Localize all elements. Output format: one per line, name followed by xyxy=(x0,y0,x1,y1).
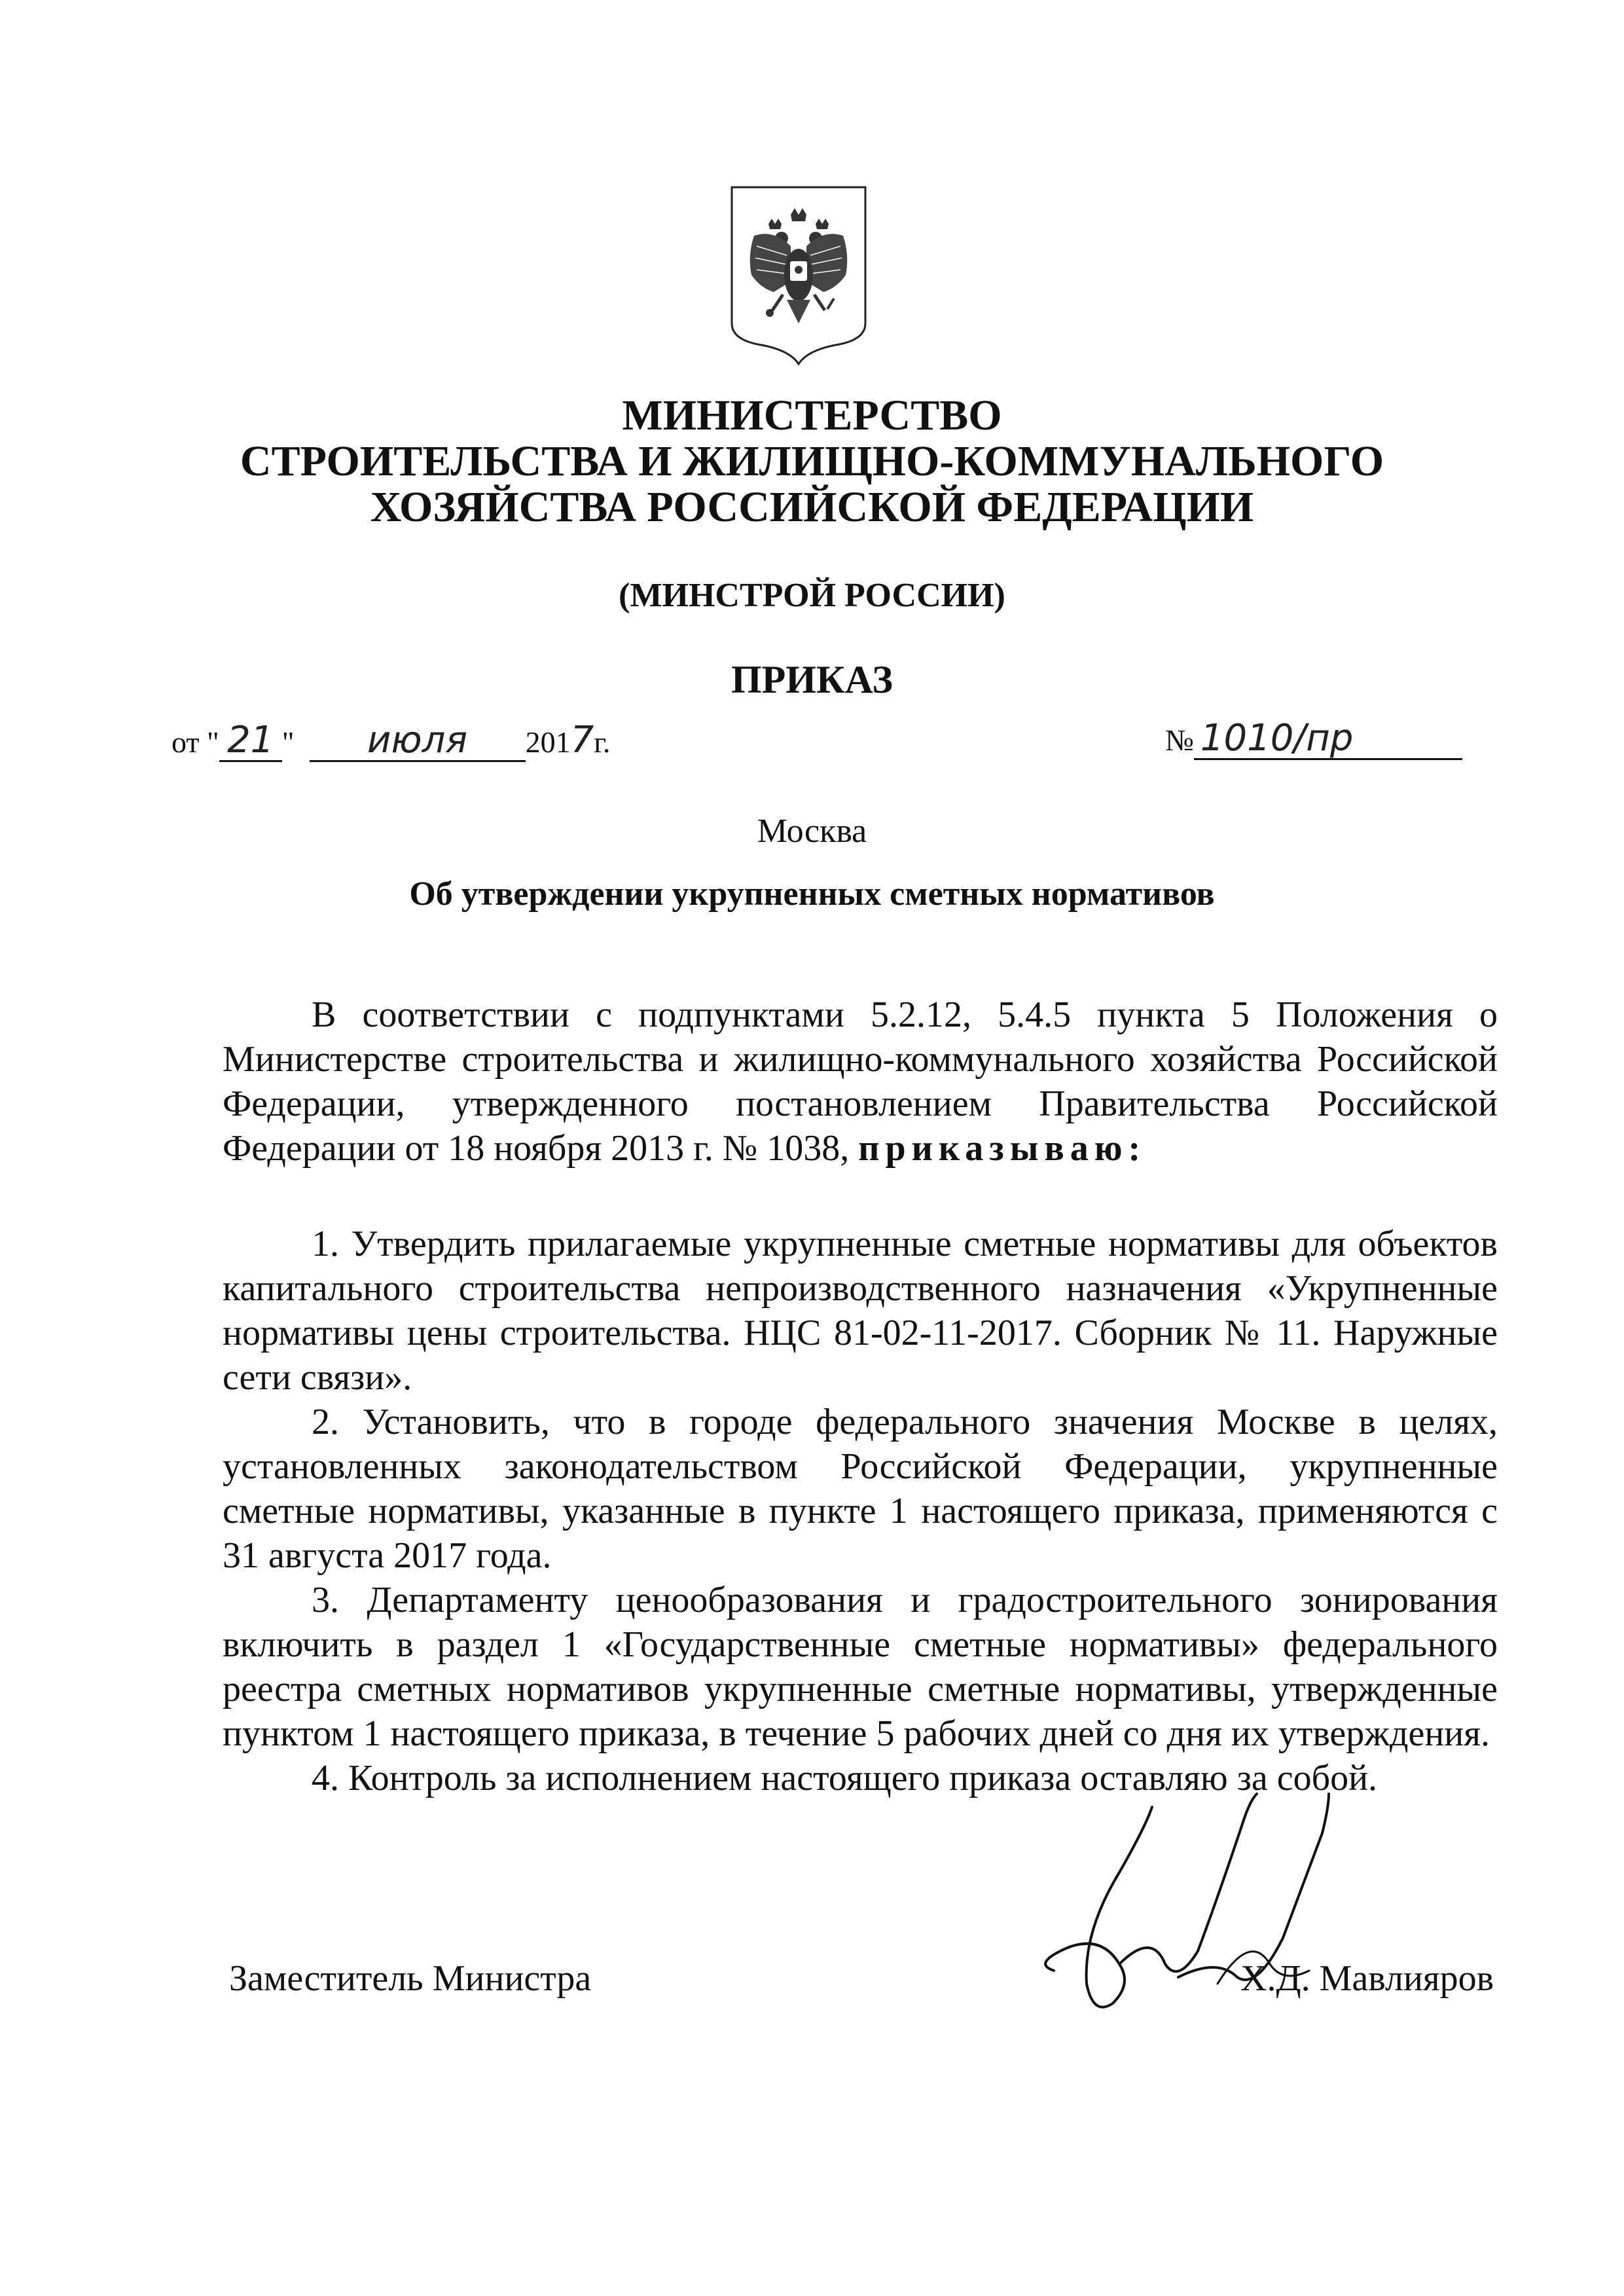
order-item: 2. Установить, что в городе федерального значения Москве в целях, установленных законодательством Российской Федерации, укрупненные сметные нормативы, указанные в пункте 1 настоящего приказа, применяются с 31 августа 2017 года. xyxy=(223,1402,1498,1576)
intro-emphasis: приказываю: xyxy=(858,1128,1147,1169)
order-subject: Об утверждении укрупненных сметных нормативов xyxy=(409,875,1215,913)
date-month: июля xyxy=(310,721,526,762)
order-item: 3. Департаменту ценообразования и градостроительного зонирования включить в раздел 1 «Государственные сметные нормативы» федерального реестра сметных нормативов укрупненные сметные нормативы, утвержденные пунктом 1 настоящего приказа, в течение 5 рабочих дней со дня их утверждения. xyxy=(223,1580,1498,1754)
ministry-abbreviation: (МИНСТРОЙ РОССИИ) xyxy=(619,577,1005,614)
order-date xyxy=(171,719,610,762)
date-year-suffix: г. xyxy=(594,725,611,759)
date-prefix: от " xyxy=(171,725,219,759)
date-year-prefix: 201 xyxy=(525,725,571,759)
order-number xyxy=(1165,719,1462,760)
city: Москва xyxy=(757,812,867,850)
ministry-name xyxy=(0,393,1624,530)
signatory-position: Заместитель Министра xyxy=(229,1958,592,1999)
date-year-digit: 7 xyxy=(570,719,594,761)
signatory-name: Х.Д. Мавлияров xyxy=(1240,1958,1494,1999)
ministry-name-line: СТРОИТЕЛЬСТВА И ЖИЛИЩНО-КОММУНАЛЬНОГО xyxy=(240,437,1384,485)
number-prefix: № xyxy=(1165,723,1194,757)
ministry-name-line: МИНИСТЕРСТВО xyxy=(622,392,1002,439)
order-item: 4. Контроль за исполнением настоящего приказа оставляю за собой. xyxy=(312,1758,1378,1798)
date-quote: " xyxy=(281,725,295,759)
russian-coat-of-arms-icon xyxy=(728,183,869,368)
intro-paragraph xyxy=(223,993,1498,1171)
intro-text: В соответствии с подпунктами 5.2.12, 5.4.5 пункта 5 Положения о Министерстве строительства и жилищно-коммунального хозяйства Российской Федерации, утвержденного постановлением Правительства Российской Федерации от 18 ноября 2013 г. № 1038, xyxy=(223,994,1498,1169)
order-items xyxy=(223,1222,1498,1800)
document-type: ПРИКАЗ xyxy=(731,658,893,701)
date-day: 21 xyxy=(219,721,282,762)
number-value: 1010/пр xyxy=(1194,719,1462,760)
handwritten-signature-icon xyxy=(1021,1768,1388,2056)
ministry-name-line: ХОЗЯЙСТВА РОССИЙСКОЙ ФЕДЕРАЦИИ xyxy=(370,483,1254,531)
order-item: 1. Утвердить прилагаемые укрупненные сметные нормативы для объектов капитального строительства непроизводственного назначения «Укрупненные нормативы цены строительства. НЦС 81-02-11-2017. Сборник № 11. Наружные сети связи». xyxy=(223,1224,1498,1398)
